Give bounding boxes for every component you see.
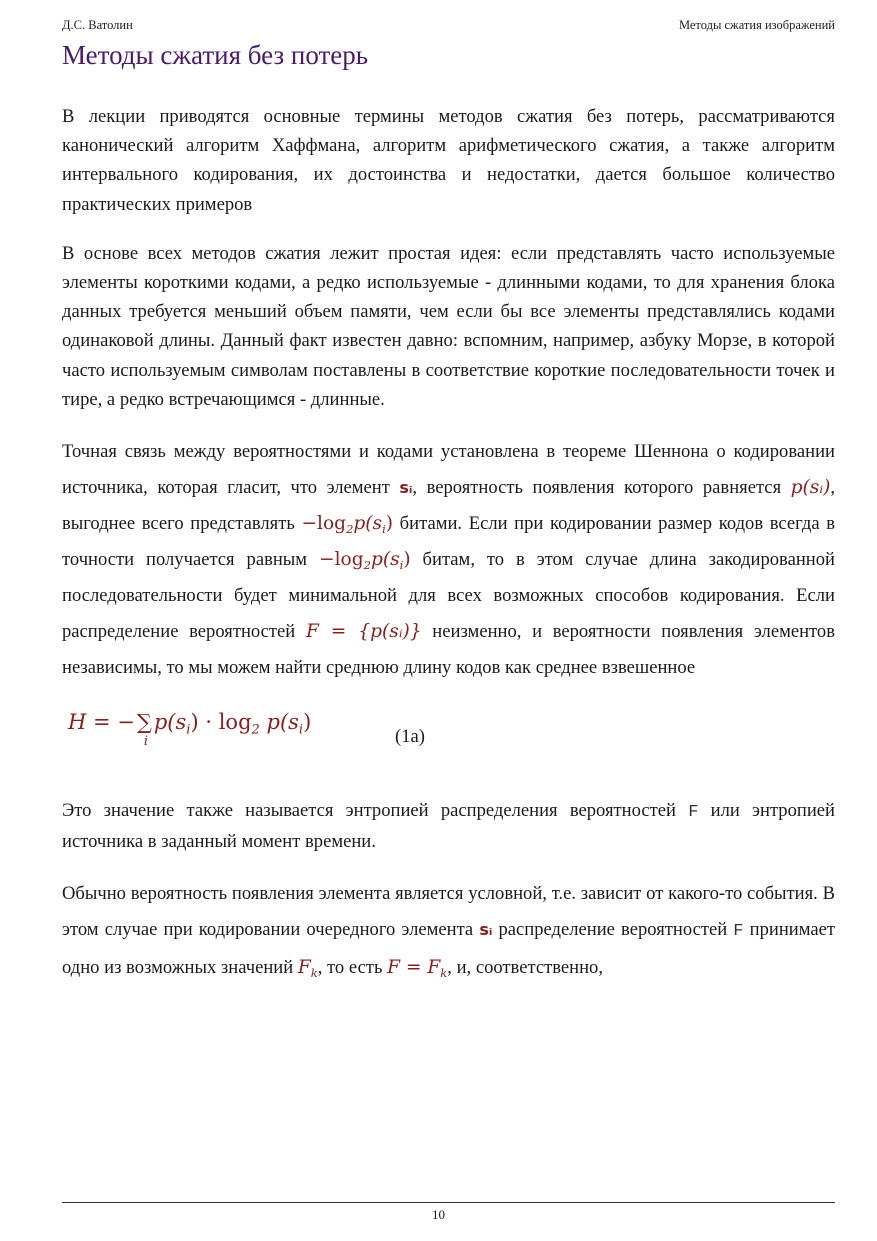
- equation-label: (1a): [395, 726, 425, 748]
- text-run: , и, соответственно,: [447, 957, 603, 979]
- math-p-of-s-i: p(sᵢ): [790, 477, 831, 499]
- paragraph-shannon: [62, 434, 835, 686]
- sum-index: i: [143, 734, 149, 750]
- body-text: [62, 102, 835, 1006]
- formula-lhs: H = −: [68, 710, 135, 735]
- entropy-formula: [68, 710, 312, 750]
- text-run: битами. Если при кодировании размер кодов всегда в точности получается равным: [62, 513, 835, 571]
- math-f-distribution: F = {p(sᵢ)}: [305, 621, 422, 643]
- page-number: 10: [432, 1207, 445, 1222]
- math-neg-log2-p: [301, 513, 394, 537]
- math-neg-log2-p: [319, 549, 411, 573]
- formula-1a: [62, 706, 835, 782]
- math-p-s: p(s: [370, 549, 400, 571]
- text-run: или энтропией источника в заданный момент времени.: [62, 800, 835, 853]
- text-run: , вероятность появления которого равняется: [412, 477, 791, 499]
- math-p-s: p(s: [353, 513, 383, 535]
- running-header: [62, 18, 835, 36]
- formula-log: log: [218, 710, 252, 735]
- math-neg-log: −log: [319, 549, 364, 571]
- text-run: Обычно вероятность появления элемента является условной, т.е. зависит от какого-то события. В этом случае при кодировании очередного элемента: [62, 883, 835, 941]
- text-run: , то есть: [317, 957, 388, 979]
- formula-term-p: p(s: [153, 710, 187, 735]
- math-log-base: 2: [251, 722, 260, 738]
- math-F: F: [297, 957, 311, 979]
- text-run: распределение вероятностей: [492, 919, 734, 941]
- math-close-paren: ): [190, 710, 199, 735]
- text-run: , выгоднее всего представлять: [62, 477, 835, 535]
- section-title: Методы сжатия без потерь: [62, 40, 369, 70]
- math-F-mono: F: [733, 922, 744, 942]
- math-F-equals-Fk: [387, 957, 448, 981]
- math-close-paren: ): [303, 710, 312, 735]
- header-book-title: Методы сжатия изображений: [678, 18, 835, 32]
- math-log-base: 2: [346, 522, 354, 537]
- sum-symbol: ∑: [136, 710, 152, 735]
- formula-dot: ·: [205, 710, 213, 735]
- math-sub-i: i: [399, 558, 404, 573]
- header-author: Д.С. Ватолин: [62, 18, 133, 32]
- math-F-k: [297, 957, 318, 981]
- paragraph-basic-idea: В основе всех методов сжатия лежит простая идея: если представлять часто используемые элементы короткими кодами, а редко используемые - длинными кодами, то для хранения блока данных требуется меньший объем памяти, чем если бы все элементы представлялись кодами одинаковой длины. Данный факт известен давно: вспомним, например, азбуку Морзе, в которой часто используемым символам поставлены в соответствие короткие последовательности точек и тире, а редко встречающимся - длинные.: [62, 242, 835, 410]
- math-F-mono: F: [688, 803, 699, 823]
- math-sub-k: k: [440, 966, 448, 981]
- math-F-eq: F = F: [387, 957, 441, 979]
- math-log-base: 2: [363, 558, 371, 573]
- paragraph-conditional: [62, 876, 835, 986]
- math-close-paren: ): [403, 549, 411, 571]
- math-sub-i: i: [382, 522, 386, 537]
- text-run: принимает одно из возможных значений: [62, 919, 835, 979]
- text-run: Точная связь между вероятностями и кодами установлена в теореме Шеннона о кодировании источника, которая гласит, что элемент: [62, 441, 835, 499]
- paragraph-intro: В лекции приводятся основные термины методов сжатия без потерь, рассматриваются канонический алгоритм Хаффмана, алгоритм арифметического сжатия, а также алгоритм интервального кодирования, их достоинства и недостатки, дается большое количество практических примеров: [62, 106, 835, 215]
- math-sub-i: i: [298, 722, 304, 738]
- text-run: неизменно, и вероятности появления элементов независимы, то мы можем найти среднюю длину кодов как среднее взвешенное: [62, 621, 835, 679]
- sum-operator: [136, 710, 152, 750]
- math-sub-i: i: [186, 722, 191, 738]
- math-s-i: sᵢ: [479, 920, 493, 940]
- formula-term-p: p(s: [266, 710, 299, 735]
- math-sub-k: k: [310, 966, 318, 981]
- math-close-paren: ): [385, 513, 394, 535]
- text-run: Это значение также называется энтропией распределения вероятностей: [62, 800, 689, 822]
- paragraph-entropy: [62, 796, 835, 856]
- text-run: битам, то в этом случае длина закодированной последовательности будет минимальной для всех возможных способов кодирования. Если распределение вероятностей: [62, 549, 835, 643]
- math-s-i: sᵢ: [399, 478, 413, 498]
- math-neg-log: −log: [301, 513, 347, 535]
- footer-rule: [62, 1202, 835, 1203]
